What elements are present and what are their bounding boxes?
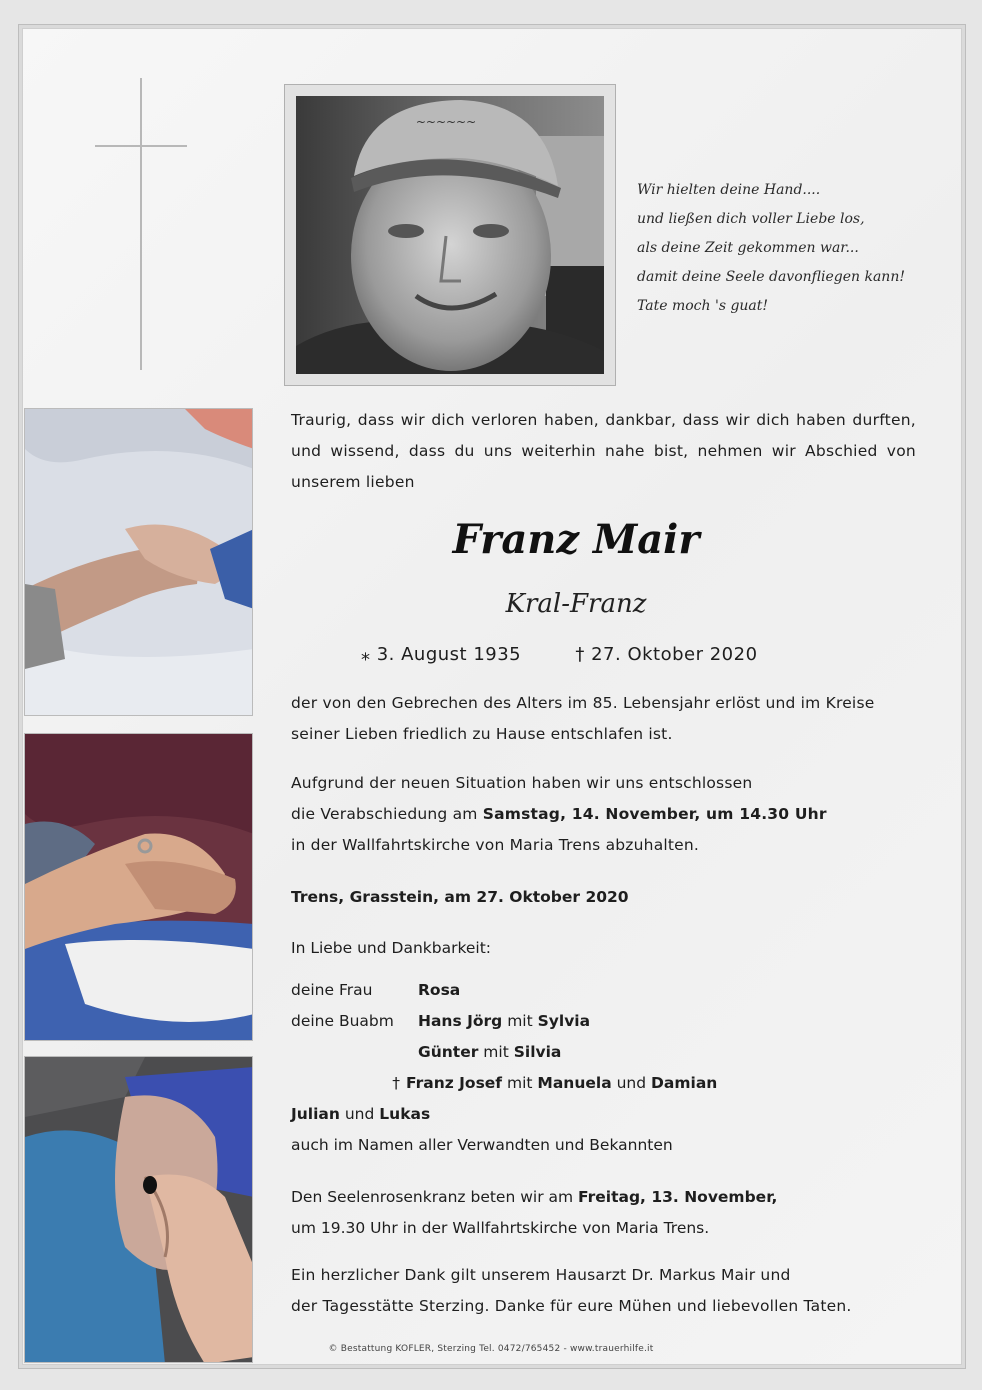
thanks-text <box>291 1260 921 1322</box>
poem-line: Tate moch 's guat! <box>637 298 769 314</box>
hands-photo-1 <box>24 408 253 716</box>
sons-label: deine Buabm <box>291 1012 394 1030</box>
thanks-line: der Tagesstätte Sterzing. Danke für eure Mühen und liebevollen Taten. <box>291 1297 852 1315</box>
conj: mit <box>507 1074 533 1092</box>
farewell-line <box>291 799 921 830</box>
rosary-line: um 19.30 Uhr in der Wallfahrtskirche von Maria Trens. <box>291 1219 710 1237</box>
family-row <box>291 1037 921 1068</box>
hands-photo-2 <box>24 733 253 1041</box>
footer-credit: © Bestattung KOFLER, Sterzing Tel. 0472/765452 - www.trauerhilfe.it <box>328 1344 654 1354</box>
cross-icon <box>140 78 142 370</box>
family-row <box>291 975 921 1006</box>
relatives-line: auch im Namen aller Verwandten und Bekannten <box>291 1136 673 1154</box>
son-name: Günter <box>418 1043 479 1061</box>
rosary-date: Freitag, 13. November, <box>578 1188 778 1206</box>
cross-icon-bar <box>95 145 187 147</box>
nickname: Kral-Franz <box>505 589 647 619</box>
conj: und <box>616 1074 647 1092</box>
poem-line: Wir hielten deine Hand.... <box>637 182 821 198</box>
svg-text:~~~~~~: ~~~~~~ <box>415 115 477 129</box>
place-date: Trens, Grasstein, am 27. Oktober 2020 <box>291 888 629 906</box>
rosary-pre: Den Seelenrosenkranz beten wir am <box>291 1188 579 1206</box>
son-name: Franz Josef <box>406 1074 503 1092</box>
wife-name: Rosa <box>418 981 461 999</box>
child-name: Damian <box>651 1074 718 1092</box>
poem-line: als deine Zeit gekommen war... <box>637 240 859 256</box>
family-row <box>291 1006 921 1037</box>
partner-name: Sylvia <box>537 1012 591 1030</box>
grandchild-name: Lukas <box>379 1105 431 1123</box>
wife-label: deine Frau <box>291 981 373 999</box>
portrait-frame <box>284 84 616 386</box>
poem-line: damit deine Seele davonfliegen kann! <box>637 269 905 285</box>
portrait-photo <box>296 96 604 374</box>
poem <box>637 176 957 321</box>
farewell-pre: die Verabschiedung am <box>291 805 483 823</box>
thanks-line: Ein herzlicher Dank gilt unserem Hausarzt Dr. Markus Mair und <box>291 1266 791 1284</box>
family-row <box>291 1099 921 1130</box>
conj: und <box>344 1105 375 1123</box>
farewell-line: Aufgrund der neuen Situation haben wir uns entschlossen <box>291 774 753 792</box>
love-line: In Liebe und Dankbarkeit: <box>291 939 492 957</box>
poem-line: und ließen dich voller Liebe los, <box>637 211 865 227</box>
grandchild-name: Julian <box>291 1105 340 1123</box>
hands-photo-3 <box>24 1056 253 1363</box>
conj: mit <box>507 1012 533 1030</box>
birth-date: ⁎ 3. August 1935 <box>361 644 522 665</box>
farewell-line: in der Wallfahrtskirche von Maria Trens abzuhalten. <box>291 836 700 854</box>
release-text: der von den Gebrechen des Alters im 85. Lebensjahr erlöst und im Kreise seiner Lieben friedlich zu Hause entschlafen ist. <box>291 694 875 743</box>
son-name: Hans Jörg <box>418 1012 503 1030</box>
partner-name: Silvia <box>513 1043 562 1061</box>
rosary-line <box>291 1182 921 1213</box>
partner-name: Manuela <box>537 1074 612 1092</box>
cross-mark: † <box>392 1074 400 1092</box>
life-dates <box>361 639 881 671</box>
farewell-info <box>291 768 921 861</box>
rosary-info <box>291 1182 921 1244</box>
intro-text: Traurig, dass wir dich verloren haben, dankbar, dass wir dich haben durften, und wissend, dass du uns weiterhin nahe bist, nehmen wir Abschied von unserem lieben <box>291 411 916 491</box>
farewell-date: Samstag, 14. November, um 14.30 Uhr <box>482 805 827 823</box>
family-row <box>291 1068 921 1099</box>
conj: mit <box>483 1043 509 1061</box>
death-date: † 27. Oktober 2020 <box>575 644 758 665</box>
deceased-name: Franz Mair <box>452 516 700 563</box>
family-list <box>291 975 921 1130</box>
